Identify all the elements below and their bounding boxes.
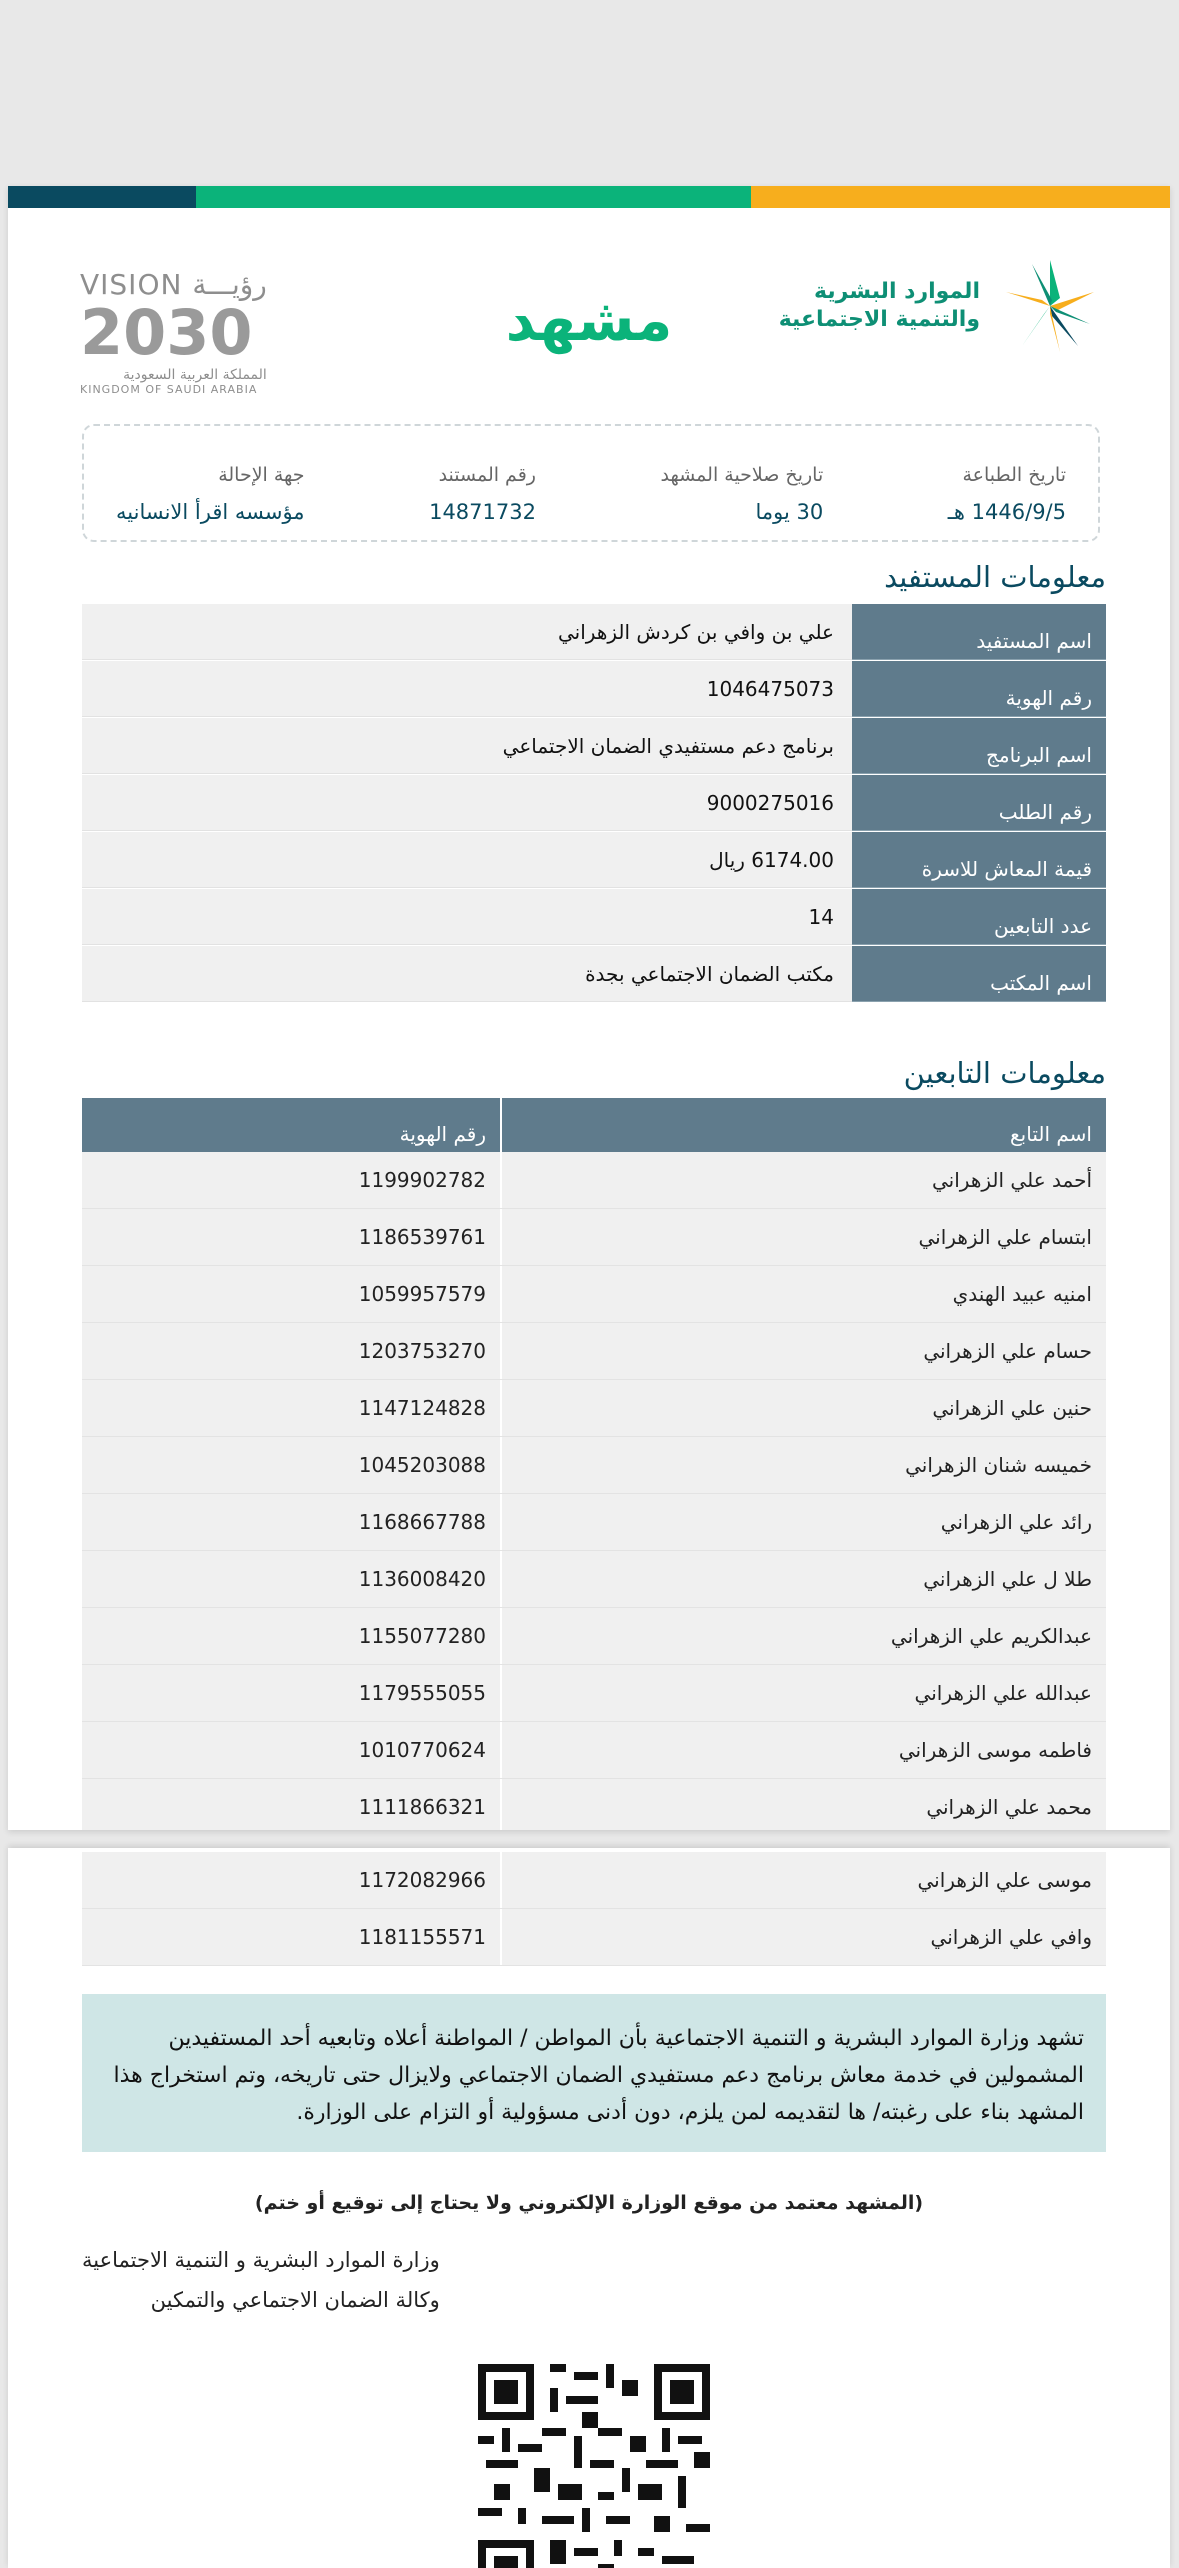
- table-row: [82, 1437, 1106, 1494]
- row-label: اسم البرنامج: [852, 718, 1106, 774]
- dependent-id: 1179555055: [358, 1681, 486, 1705]
- dependent-id: 1155077280: [358, 1624, 486, 1648]
- row-label: رقم الهوية: [852, 661, 1106, 717]
- row-value: 9000275016: [82, 775, 852, 831]
- dependent-name: فاطمه موسى الزهراني: [500, 1722, 1106, 1778]
- ministry-name-line1: الموارد البشرية: [814, 279, 980, 304]
- dependent-name: ابتسام علي الزهراني: [500, 1209, 1106, 1265]
- qr-code-icon: [478, 2364, 710, 2568]
- table-row: [82, 1852, 1106, 1909]
- row-value: برنامج دعم مستفيدي الضمان الاجتماعي: [82, 718, 852, 774]
- vision-label: VISION رؤيـــة: [80, 268, 267, 301]
- row-value: علي بن وافي بن كردش الزهراني: [82, 604, 852, 660]
- color-bar-dark: [8, 186, 196, 208]
- table-row: [82, 1608, 1106, 1665]
- verification-note: (المشهد معتمد من موقع الوزارة الإلكتروني ولا يحتاج إلى توقيع أو ختم): [254, 2192, 924, 2214]
- ministry-name-line2: والتنمية الاجتماعية: [778, 307, 980, 332]
- dependent-name: طلا ل علي الزهراني: [500, 1551, 1106, 1607]
- table-row: [82, 775, 1106, 832]
- table-row: [82, 1665, 1106, 1722]
- dependent-name: حنين علي الزهراني: [500, 1380, 1106, 1436]
- meta-label: تاريخ صلاحية المشهد: [660, 464, 824, 486]
- vision-country-ar: المملكة العربية السعودية: [123, 367, 267, 383]
- dependent-name: أحمد علي الزهراني: [500, 1152, 1106, 1208]
- dependent-name: عبدالله علي الزهراني: [500, 1665, 1106, 1721]
- dependent-id: 1010770624: [358, 1738, 486, 1762]
- document-meta-box: [82, 424, 1100, 542]
- table-row: [82, 1722, 1106, 1779]
- dependent-name: حسام علي الزهراني: [500, 1323, 1106, 1379]
- document-title: مشهد: [505, 286, 673, 354]
- meta-referral: [116, 464, 305, 540]
- meta-print-date: [948, 464, 1066, 540]
- dependents-section-title: معلومات التابعين: [903, 1056, 1106, 1090]
- color-bar-green: [196, 186, 751, 208]
- table-row: [82, 661, 1106, 718]
- table-row: [82, 1779, 1106, 1830]
- table-row: [82, 832, 1106, 889]
- dependent-id: 1111866321: [358, 1795, 486, 1819]
- signature-line-ministry: وزارة الموارد البشرية و التنمية الاجتماعية: [82, 2248, 440, 2272]
- ministry-star-icon: [990, 256, 1110, 356]
- row-label: اسم المستفيد: [852, 604, 1106, 660]
- certificate-statement: تشهد وزارة الموارد البشرية و التنمية الاجتماعية بأن المواطن / المواطنة أعلاه وتابعيه أحد المستفيدين المشمولين في خدمة معاش برنامج دعم مستفيدي الضمان الاجتماعي ولايزال حتى تاريخه، وتم استخراج هذا المشهد بناء على رغبته/ ها لتقديمه لمن يلزم، دون أدنى مسؤولية أو التزام على الوزارة.: [82, 1994, 1106, 2152]
- beneficiary-section-title: معلومات المستفيد: [884, 560, 1106, 594]
- dependent-id: 1168667788: [358, 1510, 486, 1534]
- signature-block: [82, 2240, 440, 2320]
- dependent-name: عبدالكريم علي الزهراني: [500, 1608, 1106, 1664]
- dependent-id: 1172082966: [358, 1868, 486, 1892]
- color-bar: [8, 186, 1170, 208]
- column-header-name: اسم التابع: [500, 1098, 1106, 1152]
- row-label: رقم الطلب: [852, 775, 1106, 831]
- table-row: [82, 1551, 1106, 1608]
- table-row: [82, 604, 1106, 661]
- signature-line-agency: وكالة الضمان الاجتماعي والتمكين: [150, 2288, 440, 2312]
- meta-value: 14871732: [429, 500, 536, 524]
- meta-label: تاريخ الطباعة: [962, 464, 1066, 486]
- dependent-name: وافي علي الزهراني: [500, 1909, 1106, 1965]
- table-row: [82, 1209, 1106, 1266]
- dependent-id: 1199902782: [358, 1168, 486, 1192]
- meta-validity: [660, 464, 823, 540]
- row-label: عدد التابعين: [852, 889, 1106, 945]
- dependent-name: خميسه شنان الزهراني: [500, 1437, 1106, 1493]
- dependent-id: 1186539761: [358, 1225, 486, 1249]
- dependents-table: [82, 1098, 1106, 1830]
- row-value: 14: [82, 889, 852, 945]
- dependent-name: محمد علي الزهراني: [500, 1779, 1106, 1830]
- dependent-name: رائد علي الزهراني: [500, 1494, 1106, 1550]
- table-row: [82, 1494, 1106, 1551]
- meta-value: 30 يوما: [755, 500, 824, 524]
- row-label: قيمة المعاش للاسرة: [852, 832, 1106, 888]
- dependent-id: 1203753270: [358, 1339, 486, 1363]
- meta-value: 1446/9/5 هـ: [947, 500, 1066, 524]
- vision-year: 2030: [80, 296, 253, 369]
- dependent-id: 1181155571: [358, 1925, 486, 1949]
- row-value: 1046475073: [82, 661, 852, 717]
- table-row: [82, 889, 1106, 946]
- meta-label: جهة الإحالة: [218, 464, 305, 486]
- document-page-2: [8, 1848, 1170, 2568]
- dependent-name: امنيه عبيد الهندي: [500, 1266, 1106, 1322]
- table-row: [82, 1152, 1106, 1209]
- vision-country-en: KINGDOM OF SAUDI ARABIA: [80, 383, 258, 396]
- meta-value: مؤسسه اقرأ الانسانيه: [116, 500, 305, 524]
- table-row: [82, 1266, 1106, 1323]
- table-row: [82, 946, 1106, 1003]
- row-value: مكتب الضمان الاجتماعي بجدة: [82, 946, 852, 1002]
- vision-2030-logo: [80, 268, 267, 396]
- table-row: [82, 1323, 1106, 1380]
- document-header: [8, 208, 1170, 524]
- dependent-id: 1147124828: [358, 1396, 486, 1420]
- meta-label: رقم المستند: [438, 464, 536, 486]
- dependent-id: 1045203088: [358, 1453, 486, 1477]
- document-page-1: [8, 186, 1170, 1830]
- ministry-logo: [779, 256, 1110, 356]
- dependent-name: موسى علي الزهراني: [500, 1852, 1106, 1908]
- table-row: [82, 1380, 1106, 1437]
- beneficiary-table: [82, 604, 1106, 1003]
- meta-doc-number: [429, 464, 536, 540]
- row-value: 6174.00 ريال: [82, 832, 852, 888]
- dependents-table-continued: [82, 1852, 1106, 1966]
- table-row: [82, 718, 1106, 775]
- dependent-id: 1059957579: [358, 1282, 486, 1306]
- row-label: اسم المكتب: [852, 946, 1106, 1002]
- dependent-id: 1136008420: [358, 1567, 486, 1591]
- table-header: [82, 1098, 1106, 1152]
- color-bar-yellow: [751, 186, 1170, 208]
- column-header-id: رقم الهوية: [399, 1122, 486, 1146]
- table-row: [82, 1909, 1106, 1966]
